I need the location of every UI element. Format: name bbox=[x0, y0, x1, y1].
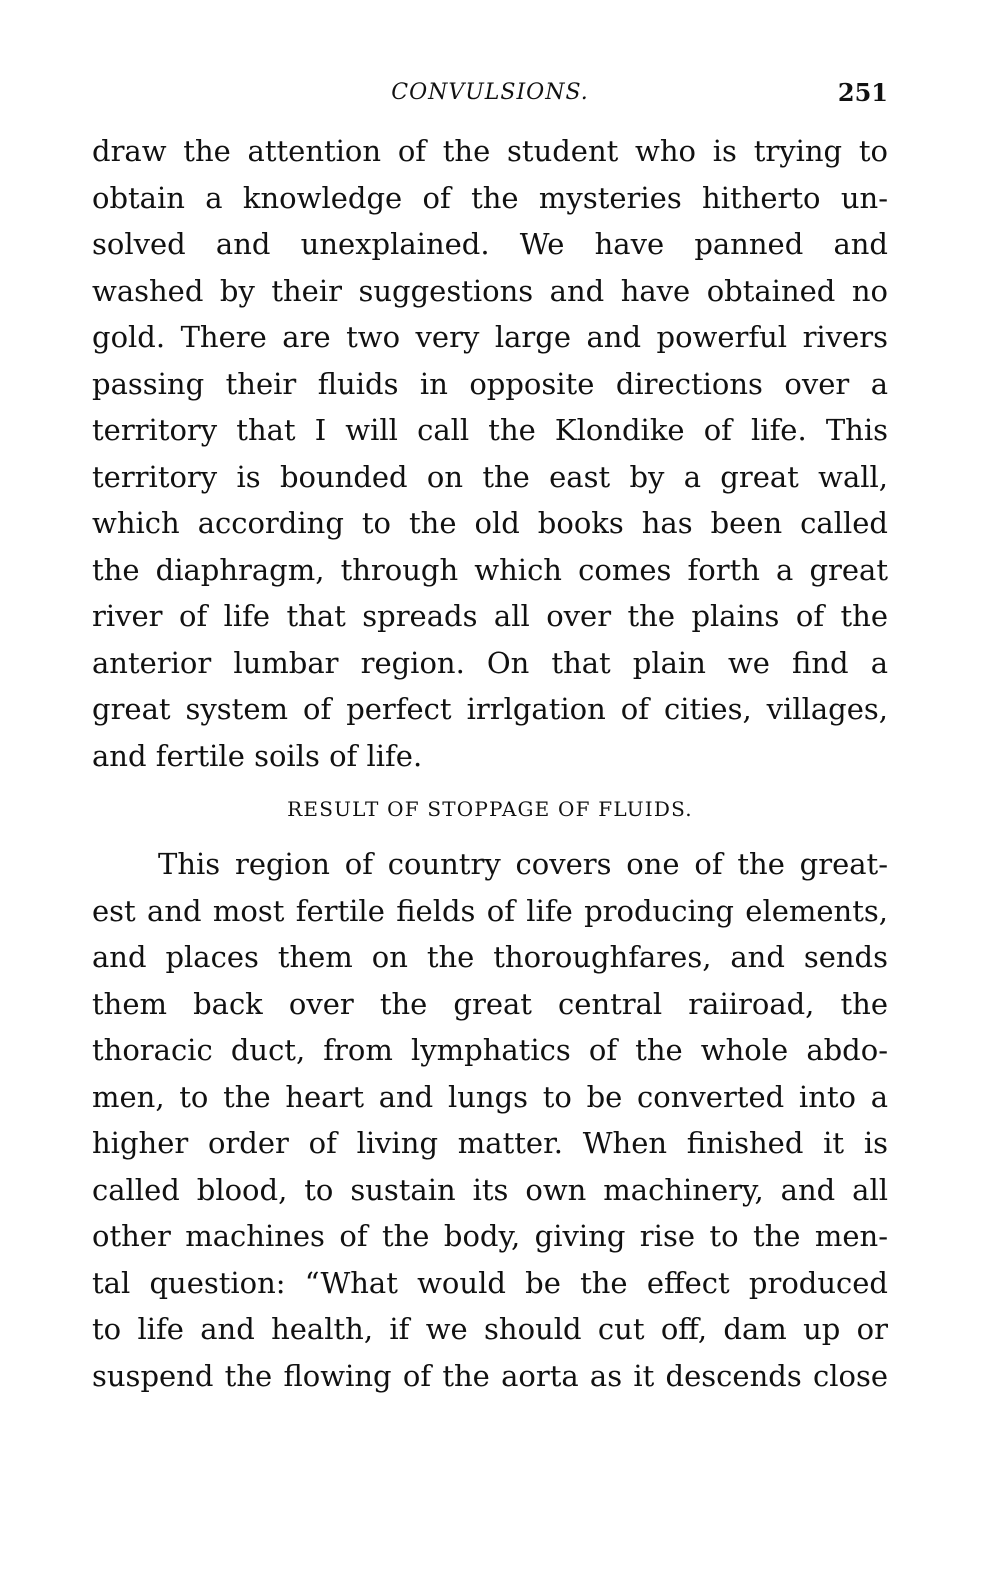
text-line: solved and unexplained. We have panned and bbox=[92, 227, 888, 261]
book-page bbox=[92, 70, 888, 1399]
text-line: This region of country covers one of the great- bbox=[158, 847, 888, 881]
text-line: anterior lumbar region. On that plain we find a bbox=[92, 645, 888, 680]
text-line: passing their fluids in opposite directions over a bbox=[92, 366, 888, 401]
text-line: river of life that spreads all over the plains of the bbox=[92, 599, 888, 633]
text-line: territory that I will call the Klondike of life. This bbox=[92, 413, 888, 447]
section-heading: RESULT OF STOPPAGE OF FLUIDS. bbox=[287, 797, 693, 821]
text-line: suspend the flowing of the aorta as it descends close bbox=[92, 1358, 888, 1393]
running-title: CONVULSIONS. bbox=[391, 80, 589, 105]
text-line: called blood, to sustain its own machinery, and all bbox=[92, 1172, 888, 1207]
text-line: great system of perfect irrlgation of cities, villages, bbox=[92, 692, 888, 726]
text-line: obtain a knowledge of the mysteries hitherto un- bbox=[92, 180, 888, 215]
text-line: and fertile soils of life. bbox=[92, 738, 423, 773]
text-line: tal question: “What would be the effect produced bbox=[92, 1265, 888, 1300]
text-line: the diaphragm, through which comes forth a great bbox=[92, 552, 888, 587]
text-line: to life and health, if we should cut off, dam up or bbox=[92, 1312, 888, 1346]
text-line: higher order of living matter. When finished it is bbox=[92, 1126, 888, 1160]
text-line: gold. There are two very large and powerful rivers bbox=[92, 320, 888, 354]
text-line: other machines of the body, giving rise to the men- bbox=[92, 1219, 888, 1253]
text-line: men, to the heart and lungs to be converted into a bbox=[92, 1079, 888, 1114]
text-line: est and most fertile fields of life producing elements, bbox=[92, 893, 888, 928]
text-line: them back over the great central raiiroad, the bbox=[92, 986, 888, 1021]
paragraph-1 bbox=[92, 128, 888, 779]
text-line: territory is bounded on the east by a great wall, bbox=[92, 459, 888, 494]
text-line: draw the attention of the student who is trying to bbox=[92, 134, 888, 168]
text-line: and places them on the thoroughfares, and sends bbox=[92, 940, 888, 974]
page-number: 251 bbox=[837, 78, 888, 107]
paragraph-2 bbox=[92, 841, 888, 1399]
text-line: thoracic duct, from lymphatics of the whole abdo- bbox=[92, 1033, 888, 1067]
text-line: which according to the old books has been called bbox=[92, 506, 888, 540]
running-head bbox=[92, 70, 888, 116]
text-line: washed by their suggestions and have obtained no bbox=[92, 273, 888, 308]
